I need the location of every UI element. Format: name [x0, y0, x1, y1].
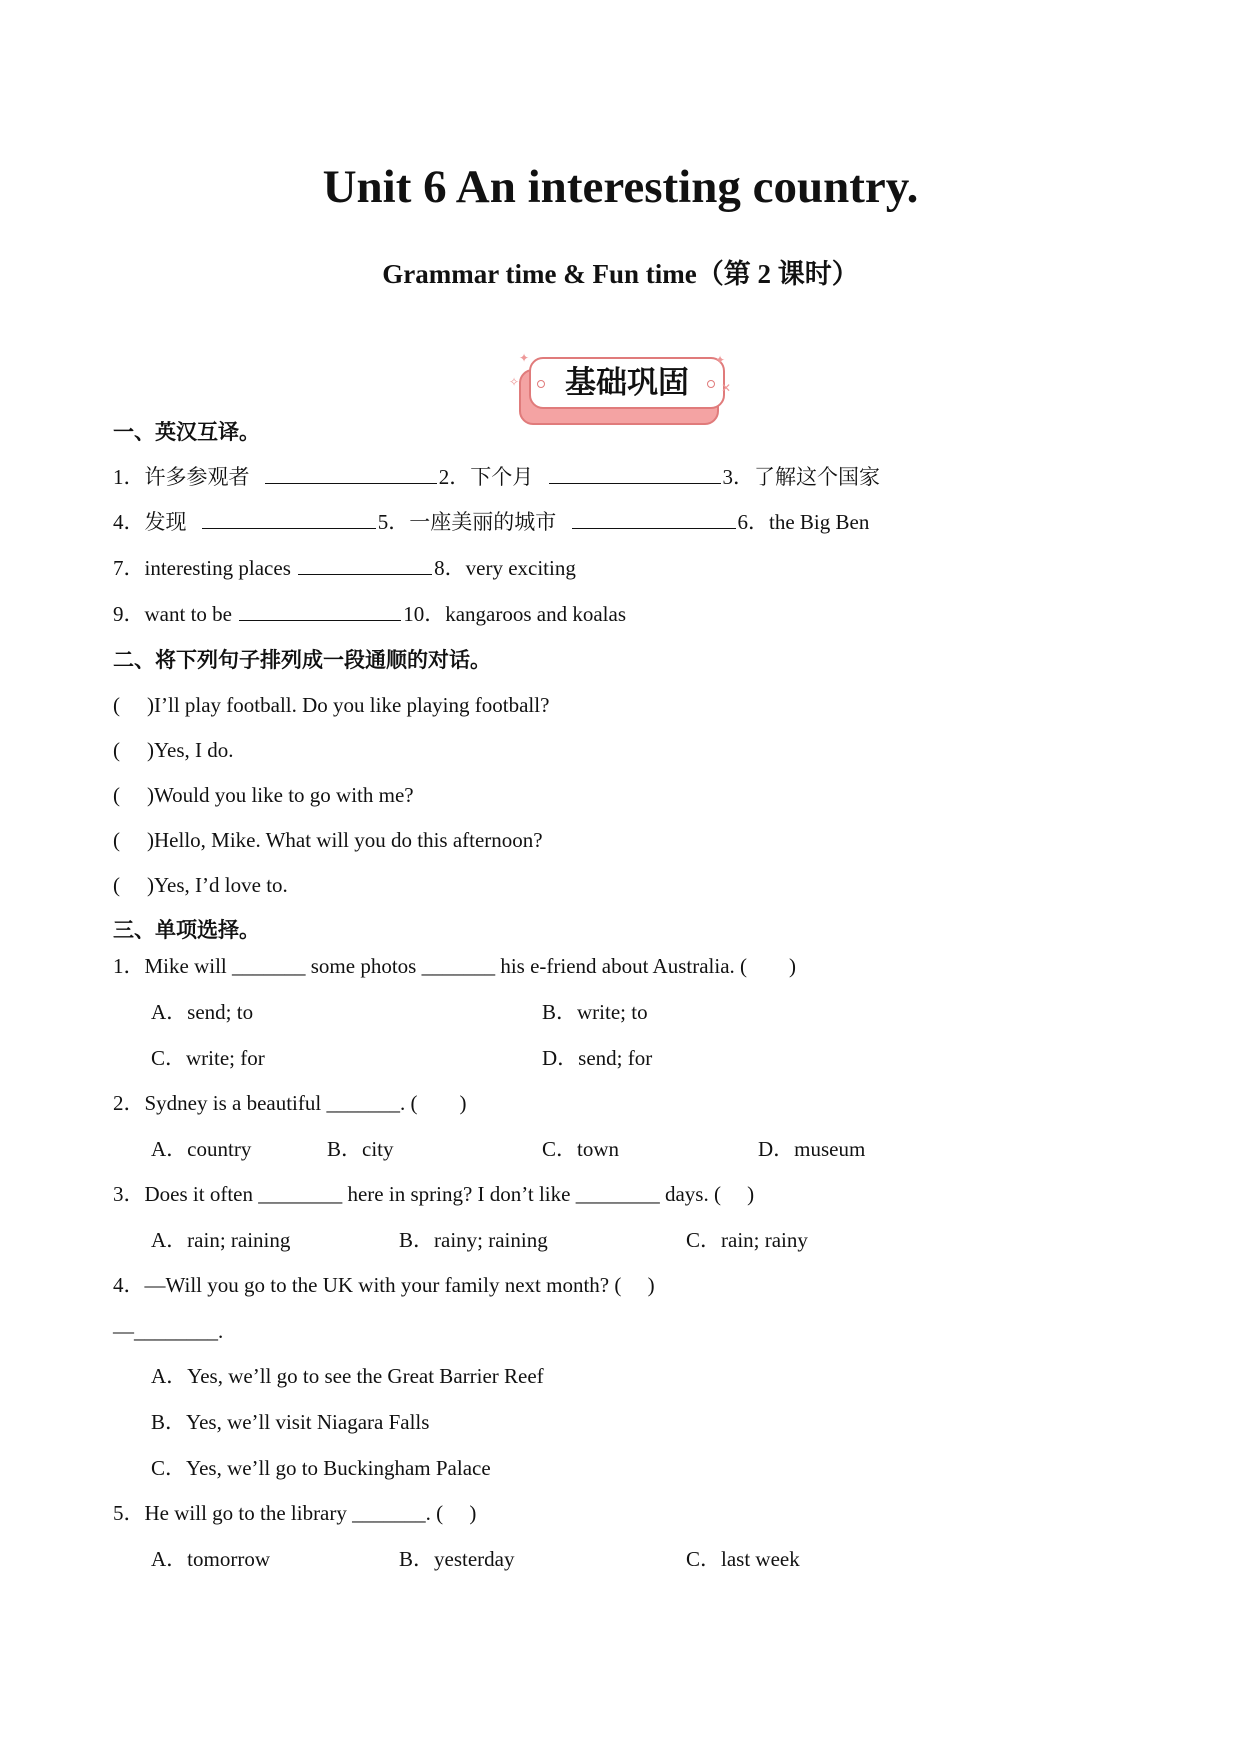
section-heading: 三、单项选择。: [113, 918, 260, 942]
order-blank[interactable]: (: [113, 828, 120, 852]
dialogue-line: [113, 871, 288, 899]
item-label: 5．一座美丽的城市: [377, 510, 557, 534]
translation-row: [113, 554, 576, 582]
dialogue-line: [113, 691, 549, 719]
dialogue-line: [113, 736, 234, 764]
order-blank[interactable]: (: [113, 738, 120, 762]
option-a[interactable]: A．send; to: [151, 1000, 254, 1024]
dialogue-text: )I’ll play football. Do you like playing football?: [147, 693, 550, 717]
answer-blank[interactable]: [572, 508, 736, 529]
item-label: 3．了解这个国家: [722, 465, 880, 489]
answer-blank[interactable]: [239, 600, 401, 621]
translation-row: [113, 463, 880, 491]
sparkle-icon: ✦: [715, 353, 726, 367]
order-blank[interactable]: (: [113, 873, 120, 897]
answer-blank[interactable]: [298, 554, 432, 575]
badge-dot-right: [707, 380, 715, 388]
option-b[interactable]: B．rainy; raining: [399, 1228, 548, 1252]
dialogue-text: )Would you like to go with me?: [147, 783, 414, 807]
page-title: Unit 6 An interesting country.: [322, 161, 919, 213]
option-a[interactable]: A．country: [151, 1137, 252, 1161]
dialogue-line: [113, 781, 414, 809]
option-c[interactable]: C．town: [542, 1137, 620, 1161]
option-a[interactable]: A．rain; raining: [151, 1228, 291, 1252]
section-heading: 一、英汉互译。: [113, 420, 260, 444]
order-blank[interactable]: (: [113, 693, 120, 717]
answer-blank[interactable]: [549, 463, 721, 484]
question-stem: 5．He will go to the library _______. ( ): [113, 1501, 477, 1525]
translation-row: [113, 508, 869, 536]
answer-blank[interactable]: [202, 508, 376, 529]
dialogue-text: )Hello, Mike. What will you do this afternoon?: [147, 828, 543, 852]
option-a[interactable]: A．Yes, we’ll go to see the Great Barrier Reef: [151, 1364, 544, 1388]
dialogue-text: )Yes, I do.: [147, 738, 234, 762]
answer-line: —________.: [113, 1319, 224, 1343]
section-badge: [509, 351, 732, 427]
order-blank[interactable]: (: [113, 783, 120, 807]
option-c[interactable]: C．Yes, we’ll go to Buckingham Palace: [151, 1456, 491, 1480]
option-c[interactable]: C．last week: [686, 1547, 800, 1571]
dialogue-line: [113, 826, 543, 854]
option-c[interactable]: C．rain; rainy: [686, 1228, 808, 1252]
question-stem: 2．Sydney is a beautiful _______. ( ): [113, 1091, 467, 1115]
sparkle-icon: ✕: [721, 381, 732, 395]
item-label: 8．very exciting: [434, 556, 576, 580]
option-c[interactable]: C．write; for: [151, 1046, 265, 1070]
sparkle-icon: ✧: [509, 375, 520, 389]
question-stem: 3．Does it often ________ here in spring? I don’t like ________ days. ( ): [113, 1182, 755, 1206]
option-d[interactable]: D．museum: [758, 1137, 866, 1161]
section-heading: 二、将下列句子排列成一段通顺的对话。: [113, 648, 491, 672]
question-stem: 4．—Will you go to the UK with your family next month? ( ): [113, 1273, 655, 1297]
item-label: 10．kangaroos and koalas: [403, 602, 627, 626]
question-stem: 1．Mike will _______ some photos _______ his e-friend about Australia. ( ): [113, 954, 797, 978]
item-label: 1．许多参观者: [113, 465, 250, 489]
item-label: 4．发现: [113, 510, 187, 534]
page-subtitle: Grammar time & Fun time（第 2 课时）: [382, 259, 859, 289]
option-b[interactable]: B．yesterday: [399, 1547, 515, 1571]
option-b[interactable]: B．city: [327, 1137, 394, 1161]
dialogue-text: )Yes, I’d love to.: [147, 873, 288, 897]
option-b[interactable]: B．Yes, we’ll visit Niagara Falls: [151, 1410, 430, 1434]
option-a[interactable]: A．tomorrow: [151, 1547, 270, 1571]
item-label: 7．interesting places: [113, 556, 291, 580]
answer-blank[interactable]: [265, 463, 437, 484]
badge-label: 基础巩固: [565, 365, 689, 401]
item-label: 6．the Big Ben: [737, 510, 870, 534]
item-label: 2．下个月: [438, 465, 534, 489]
option-d[interactable]: D．send; for: [542, 1046, 653, 1070]
sparkle-icon: ✦: [519, 351, 530, 365]
option-b[interactable]: B．write; to: [542, 1000, 648, 1024]
item-label: 9．want to be: [113, 602, 232, 626]
translation-row: [113, 600, 626, 628]
badge-dot-left: [537, 380, 545, 388]
